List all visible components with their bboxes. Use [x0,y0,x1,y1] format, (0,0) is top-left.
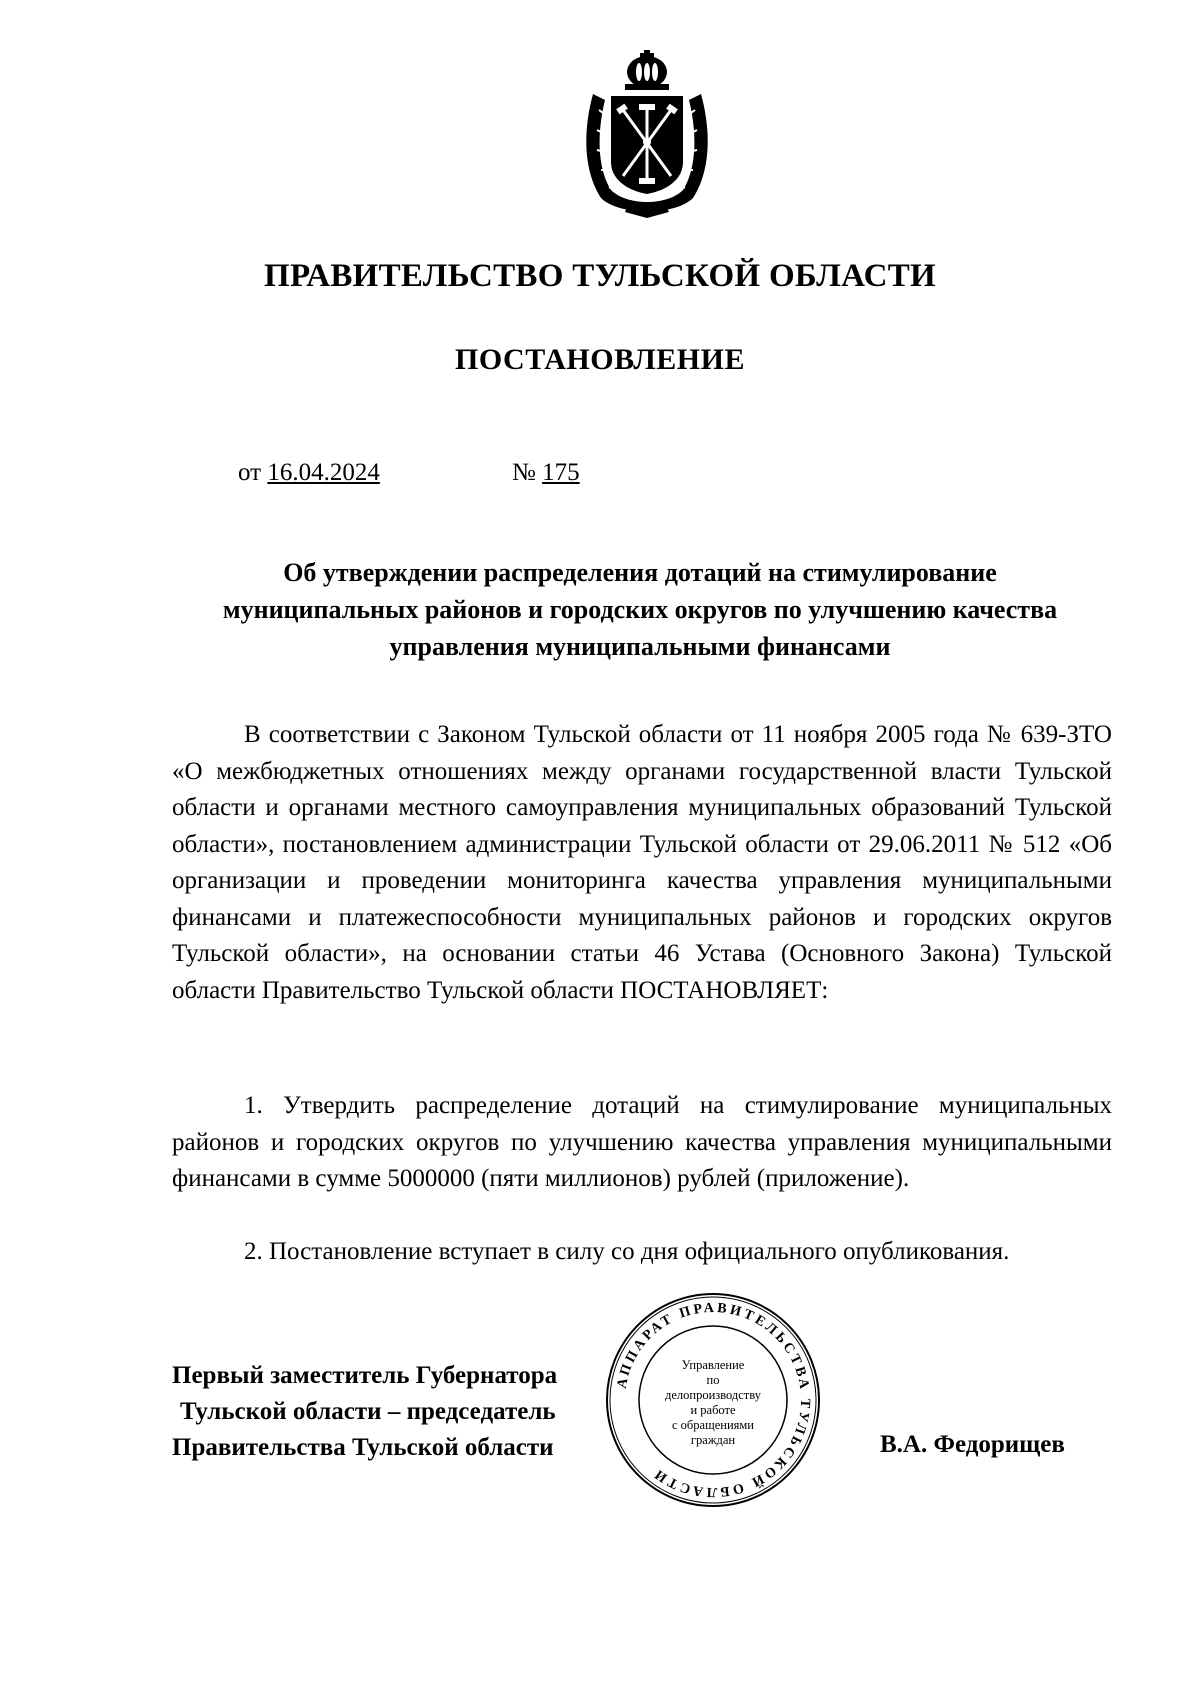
preamble-paragraph: В соответствии с Законом Тульской области от 11 ноября 2005 года № 639-ЗТО «О межбюджетных отношениях между органами государственной власти Тульской области и органами местного самоуправления муниципальных образований Тульской области», постановлением администрации Тульской области от 29.06.2011 № 512 «Об организации и проведении мониторинга качества управления муниципальными финансами и платежеспособности муниципальных районов и городских округов Тульской области», на основании статьи 46 Устава (Основного Закона) Тульской области Правительство Тульской области ПОСТАНОВЛЯЕТ: [172,721,1112,1004]
document-date [238,459,380,487]
signatory-title-line: Тульской области – председатель [180,1398,556,1425]
stamp-ring-text: АППАРАТ ПРАВИТЕЛЬСТВА ТУЛЬСКОЙ ОБЛАСТИ [614,1300,813,1500]
subject-line: муниципальных районов и городских округов по улучшению качества [222,595,1058,624]
subject-line: управления муниципальными финансами [389,632,891,661]
number-prefix: № [512,459,543,486]
stamp-line: с обращениями [672,1418,754,1432]
resolution-item-1: 1. Утвердить распределение дотаций на стимулирование муниципальных районов и городских округов по улучшению качества управления муниципальными финансами в сумме 5000000 (пяти миллионов) рублей (приложение). [172,1092,1112,1192]
signatory-name: В.А. Федорищев [880,1431,1065,1458]
stamp-line: Управление [681,1358,745,1372]
organization-title: ПРАВИТЕЛЬСТВО ТУЛЬСКОЙ ОБЛАСТИ [264,258,936,294]
signatory-title-line: Первый заместитель Губернатора [172,1362,558,1389]
date-prefix: от [238,459,268,486]
stamp-line: по делопроизводству [664,1373,761,1402]
stamp-center-text [660,1358,766,1448]
document-type-heading: ПОСТАНОВЛЕНИЕ [455,343,745,376]
signatory-title [172,1358,557,1466]
document-subject [170,554,1110,665]
resolution-item-2: 2. Постановление вступает в силу со дня официального опубликования. [244,1238,1010,1265]
coat-of-arms-icon [579,50,715,218]
document-number [512,459,580,487]
stamp-line: и работе [690,1403,736,1417]
number-value: 175 [542,459,580,486]
stamp-line: граждан [690,1433,736,1447]
signatory-title-line: Правительства Тульской области [172,1434,554,1461]
date-value: 16.04.2024 [267,459,380,486]
subject-line: Об утверждении распределения дотаций на стимулирование [283,558,997,587]
